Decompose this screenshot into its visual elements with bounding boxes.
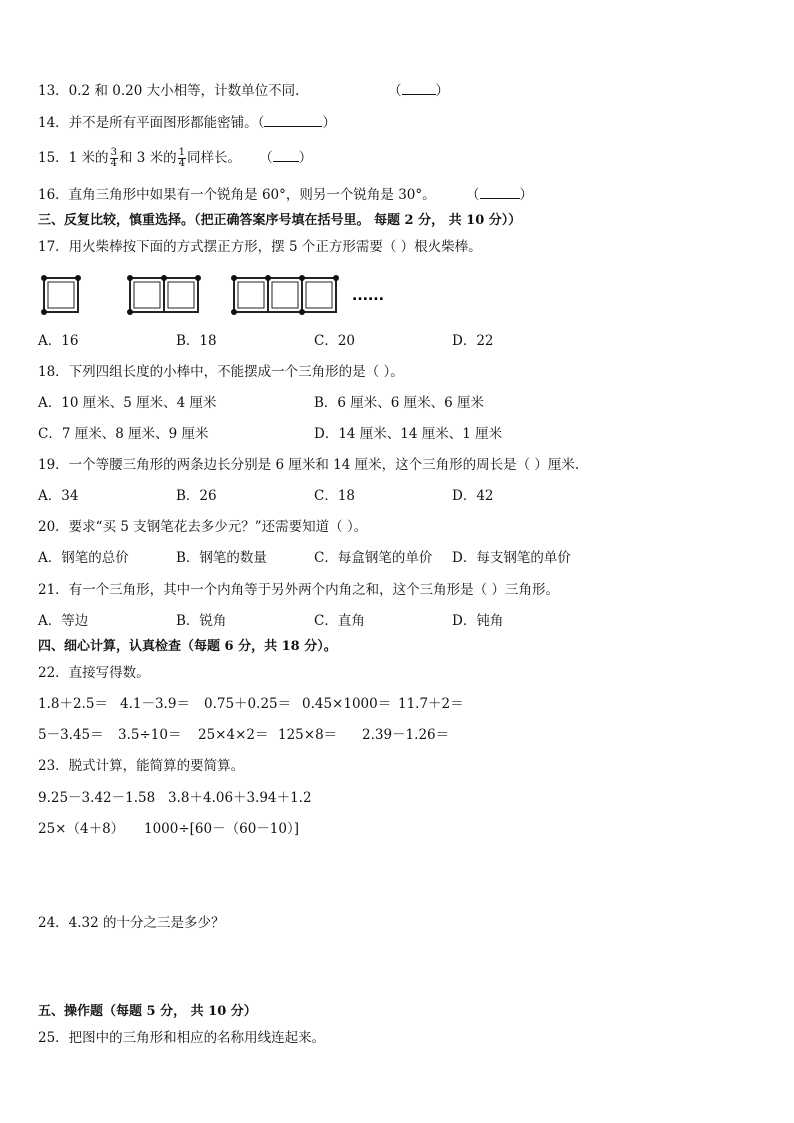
q19-option-a[interactable]: A．34: [38, 488, 79, 504]
question-21: 21．有一个三角形，其中一个内角等于另外两个内角之和，这个三角形是（ ）三角形。: [38, 582, 559, 598]
calc-item: 4.1－3.9＝: [120, 696, 190, 712]
q21-option-c[interactable]: C．直角: [314, 613, 365, 629]
question-13: 13．0.2 和 0.20 大小相等，计数单位不同.: [38, 83, 300, 99]
q20-option-b[interactable]: B．钢笔的数量: [176, 550, 267, 566]
question-22: 22．直接写得数。: [38, 665, 150, 681]
fraction-one-quarter: $\frac{1}{4}$: [178, 147, 185, 169]
calc-item: 5－3.45＝: [38, 727, 104, 743]
fraction-three-quarters: $\frac{3}{4}$: [110, 147, 117, 169]
calc-item: 125×8＝: [278, 727, 338, 743]
q17-option-c[interactable]: C．20: [314, 333, 356, 349]
q20-option-d[interactable]: D．每支钢笔的单价: [452, 550, 571, 566]
question-16: 16．直角三角形中如果有一个锐角是 60°，则另一个锐角是 30°。: [38, 187, 436, 203]
q21-option-a[interactable]: A．等边: [38, 613, 89, 629]
calc-item: 3.5÷10＝: [118, 727, 182, 743]
calc-expression: 1000÷[60－（60－10）]: [144, 821, 299, 837]
q21-option-b[interactable]: B．锐角: [176, 613, 227, 629]
question-17: 17．用火柴棒按下面的方式摆正方形，摆 5 个正方形需要（ ）根火柴棒。: [38, 239, 482, 255]
q19-option-c[interactable]: C．18: [314, 488, 356, 504]
section-5-title: 五、操作题（每题 5 分， 共 10 分）: [38, 1004, 257, 1019]
calc-expression: 9.25－3.42－1.58: [38, 790, 156, 806]
question-14: 14．并不是所有平面图形都能密铺。（ ）: [38, 115, 336, 131]
q18-option-c[interactable]: C．7 厘米、8 厘米、9 厘米: [38, 426, 209, 442]
matchstick-group-2: [130, 278, 198, 312]
question-15: 15．1 米的 $\frac{3}{4}$ 和 3 米的 $\frac{1}{4}$ 同样长。 （ ）: [38, 147, 313, 169]
q18-option-b[interactable]: B．6 厘米、6 厘米、6 厘米: [314, 395, 485, 411]
q20-option-c[interactable]: C．每盒钢笔的单价: [314, 550, 433, 566]
question-23: 23．脱式计算，能简算的要简算。: [38, 758, 245, 774]
question-18: 18．下列四组长度的小棒中，不能摆成一个三角形的是（ ）。: [38, 364, 404, 380]
question-19: 19．一个等腰三角形的两条边长分别是 6 厘米和 14 厘米，这个三角形的周长是（ ）厘米.: [38, 457, 580, 473]
question-25: 25．把图中的三角形和相应的名称用线连起来。: [38, 1030, 326, 1046]
continuation-ellipsis: ......: [352, 288, 384, 304]
question-20: 20．要求“买 5 支钢笔花去多少元？”还需要知道（ ）。: [38, 519, 368, 535]
calc-expression: 3.8＋4.06＋3.94＋1.2: [168, 790, 312, 806]
calc-item: 0.75＋0.25＝: [204, 696, 292, 712]
q17-option-a[interactable]: A．16: [38, 333, 79, 349]
calc-expression: 25×（4＋8）: [38, 821, 125, 837]
answer-blank-14[interactable]: [264, 114, 322, 127]
question-24: 24．4.32 的十分之三是多少？: [38, 915, 225, 931]
matchstick-squares-figure: [38, 272, 398, 322]
calc-item: 1.8＋2.5＝: [38, 696, 108, 712]
q21-option-d[interactable]: D．钝角: [452, 613, 504, 629]
matchstick-group-3: [234, 278, 336, 312]
calc-item: 25×4×2＝: [198, 727, 269, 743]
q18-option-a[interactable]: A．10 厘米、5 厘米、4 厘米: [38, 395, 217, 411]
section-3-title: 三、反复比较，慎重选择。（把正确答案序号填在括号里。 每题 2 分， 共 10 分））: [38, 213, 522, 228]
q17-option-b[interactable]: B．18: [176, 333, 217, 349]
calc-item: 0.45×1000＝: [302, 696, 392, 712]
q18-option-d[interactable]: D．14 厘米、14 厘米、1 厘米: [314, 426, 503, 442]
q19-option-b[interactable]: B．26: [176, 488, 217, 504]
answer-blank-13[interactable]: （ ）: [388, 83, 449, 99]
calc-item: 2.39－1.26＝: [362, 727, 450, 743]
q17-option-d[interactable]: D．22: [452, 333, 494, 349]
answer-blank-15[interactable]: （ ）: [259, 150, 313, 166]
q19-option-d[interactable]: D．42: [452, 488, 494, 504]
answer-blank-16[interactable]: （ ）: [466, 187, 533, 203]
q20-option-a[interactable]: A．钢笔的总价: [38, 550, 129, 566]
matchstick-group-1: [44, 278, 78, 312]
section-4-title: 四、细心计算，认真检查（每题 6 分，共 18 分）。: [38, 639, 337, 654]
calc-item: 11.7＋2＝: [398, 696, 464, 712]
